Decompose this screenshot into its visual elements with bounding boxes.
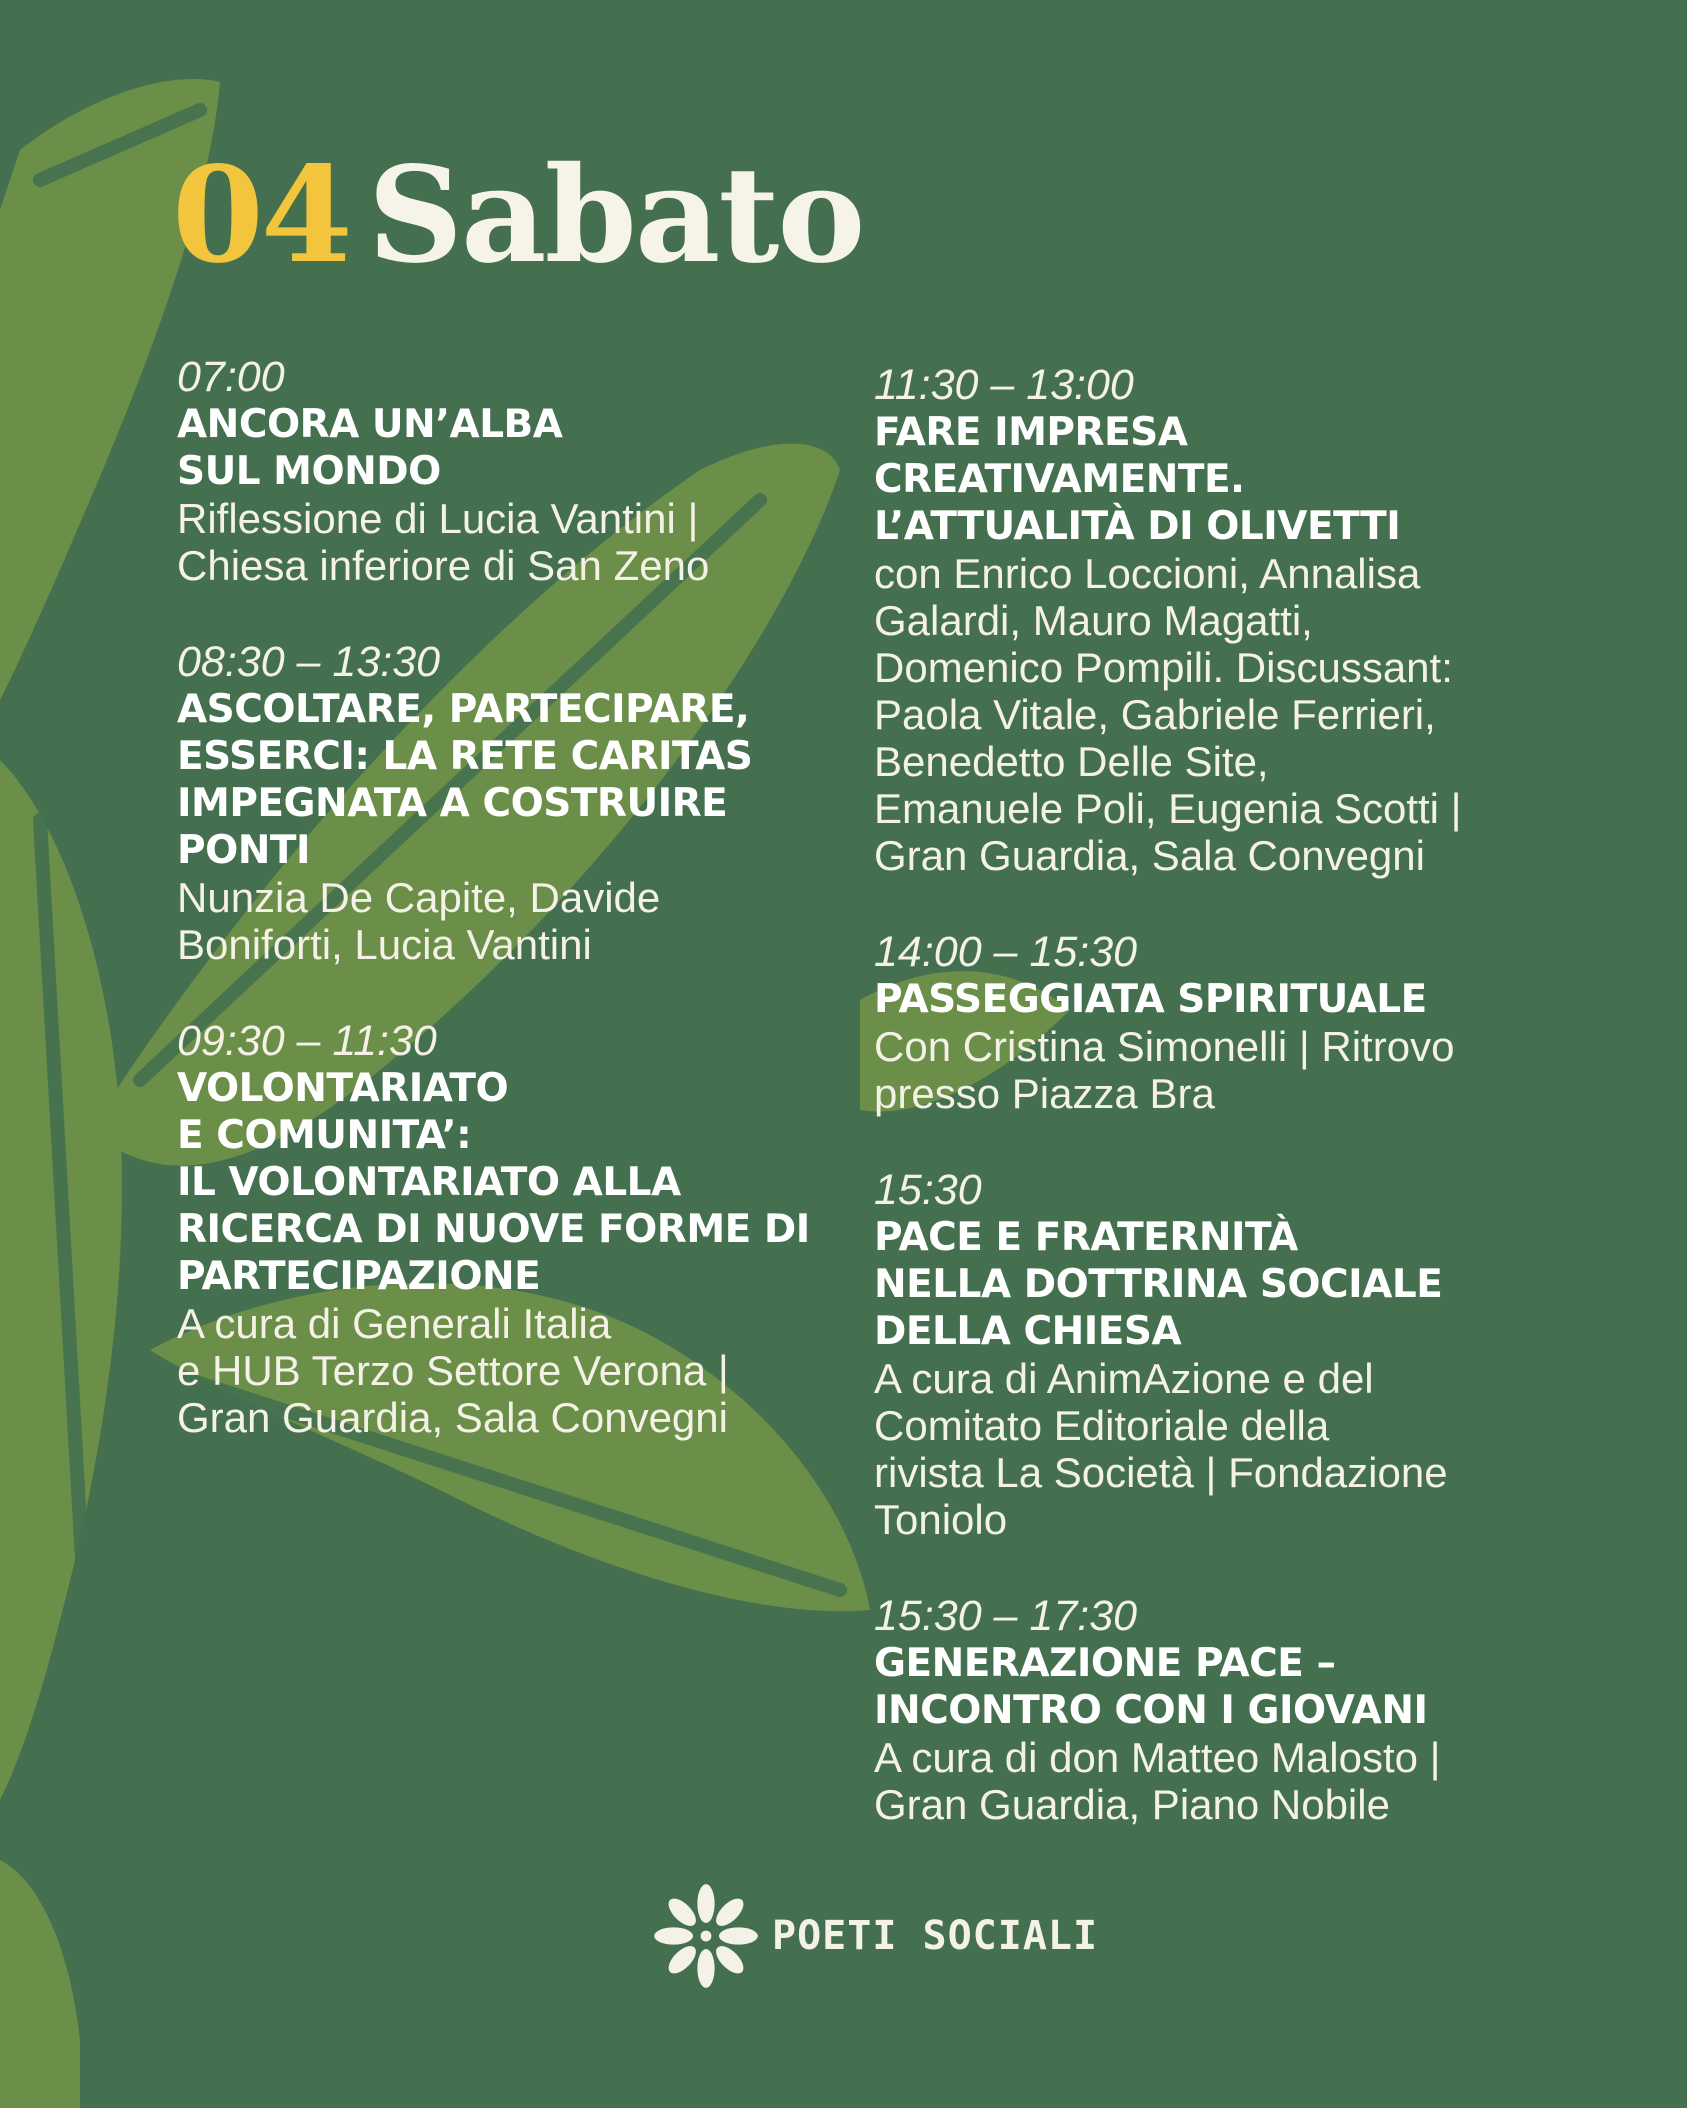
event-title: ASCOLTARE, PARTECIPARE, ESSERCI: LA RETE CARITAS IMPEGNATA A COSTRUIRE PONTI xyxy=(177,687,753,873)
event-time: 14:00 – 15:30 xyxy=(874,928,1138,976)
event-description: Nunzia De Capite, Davide Boniforti, Lucia Vantini xyxy=(177,874,661,968)
event-description: A cura di AnimAzione e del Comitato Editoriale della rivista La Società | Fondazione Toniolo xyxy=(874,1355,1448,1543)
event-description: Con Cristina Simonelli | Ritrovo presso Piazza Bra xyxy=(874,1023,1455,1117)
event-title: PACE E FRATERNITÀ NELLA DOTTRINA SOCIALE DELLA CHIESA xyxy=(874,1215,1443,1354)
event-title: PASSEGGIATA SPIRITUALE xyxy=(874,977,1427,1022)
brand-logo xyxy=(652,1882,1098,1990)
event-item xyxy=(177,1018,817,1441)
event-title: VOLONTARIATO E COMUNITA’: IL VOLONTARIATO ALLA RICERCA DI NUOVE FORME DI PARTECIPAZIONE xyxy=(177,1066,810,1299)
day-number: 04 xyxy=(172,138,350,293)
event-title: GENERAZIONE PACE – INCONTRO CON I GIOVANI xyxy=(874,1641,1428,1733)
event-item xyxy=(177,639,817,968)
event-item xyxy=(874,362,1514,879)
event-title: FARE IMPRESA CREATIVAMENTE. L’ATTUALITÀ DI OLIVETTI xyxy=(874,410,1401,549)
event-time: 09:30 – 11:30 xyxy=(177,1017,437,1065)
page-title xyxy=(172,138,864,293)
event-description: A cura di Generali Italia e HUB Terzo Settore Verona | Gran Guardia, Sala Convegni xyxy=(177,1300,729,1441)
event-description: Riflessione di Lucia Vantini | Chiesa inferiore di San Zeno xyxy=(177,495,710,589)
brand-name: POETI SOCIALI xyxy=(772,1913,1099,1959)
left-event-column xyxy=(177,354,817,1491)
event-time: 08:30 – 13:30 xyxy=(177,638,441,686)
event-description: con Enrico Loccioni, Annalisa Galardi, Mauro Magatti, Domenico Pompili. Discussant: Paola Vitale, Gabriele Ferrieri, Benedetto Delle Site, Emanuele Poli, Eugenia Scotti | Gran Guardia, Sala Convegni xyxy=(874,550,1462,879)
flower-icon xyxy=(652,1882,760,1990)
event-time: 15:30 – 17:30 xyxy=(874,1592,1138,1640)
event-item xyxy=(177,354,817,589)
event-time: 07:00 xyxy=(177,353,285,401)
event-title: ANCORA UN’ALBA SUL MONDO xyxy=(177,402,563,494)
right-event-column xyxy=(874,362,1514,1878)
event-time: 11:30 – 13:00 xyxy=(874,361,1134,409)
event-item xyxy=(874,929,1514,1117)
day-name: Sabato xyxy=(367,138,864,293)
event-description: A cura di don Matteo Malosto | Gran Guardia, Piano Nobile xyxy=(874,1734,1441,1828)
event-time: 15:30 xyxy=(874,1166,982,1214)
event-item xyxy=(874,1167,1514,1543)
event-item xyxy=(874,1593,1514,1828)
